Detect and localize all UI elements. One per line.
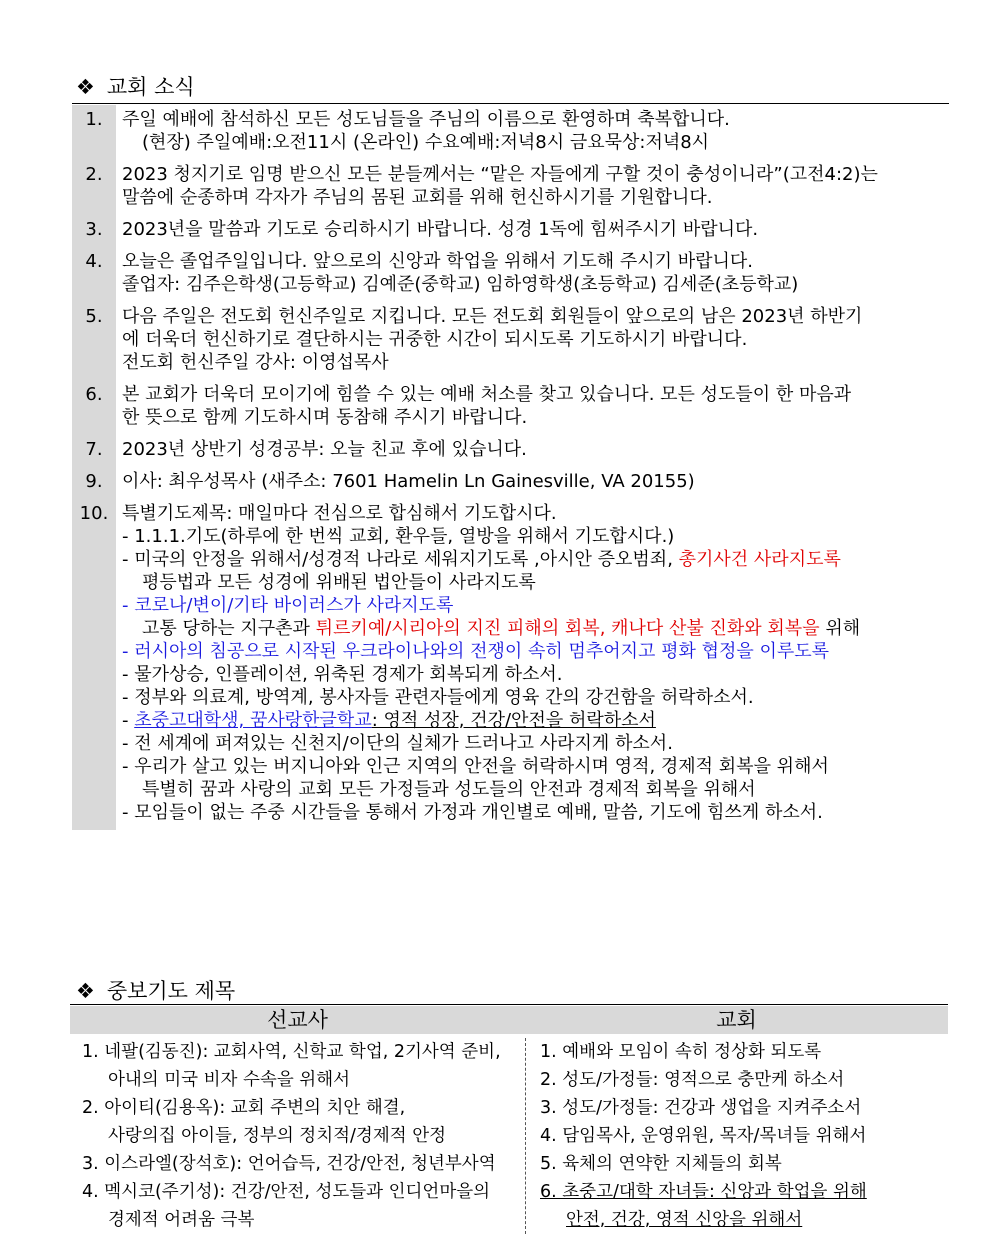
church-item: 4. 담임목사, 운영위원, 목자/목녀들 위해서 (540, 1126, 867, 1146)
missionary-item: 2. 아이티(김용옥): 교회 주변의 치안 해결, (82, 1098, 406, 1118)
news-item-line: 전도회 헌신주일 강사: 이영섭목사 (122, 352, 389, 373)
news-item-number: 3. (72, 215, 116, 247)
news-item-number: 1. (72, 105, 116, 160)
news-item-body (116, 160, 949, 215)
news-item-line: 주일 예배에 참석하신 모든 성도님들을 주님의 이름으로 환영하며 축복합니다. (122, 109, 730, 130)
news-item-number: 9. (72, 467, 116, 499)
church-item: 5. 육체의 연약한 지체들의 회복 (540, 1154, 782, 1174)
special-prayer-body (116, 499, 949, 830)
prayer-line: 특별히 꿈과 사랑의 교회 모든 가정들과 성도들의 안전과 경제적 회복을 위해서 (142, 779, 756, 800)
church-item: 3. 성도/가정들: 건강과 생업을 지켜주소서 (540, 1098, 862, 1118)
missionary-item-detail: 사랑의집 아이들, 정부의 정치적/경제적 안정 (108, 1126, 446, 1146)
news-item-line: 말씀에 순종하며 각자가 주님의 몸된 교회를 위해 헌신하시기를 기원합니다. (122, 187, 713, 208)
news-list (72, 105, 949, 830)
prayer-title-text: 중보기도 제목 (106, 979, 236, 1003)
news-title-rule (72, 103, 949, 104)
prayer-line (122, 709, 949, 732)
church-column (525, 1038, 948, 1234)
diamond-bullet-icon: ❖ (76, 75, 95, 99)
news-item-body (116, 380, 949, 435)
prayer-line: - 전 세계에 퍼져있는 신천지/이단의 실체가 드러나고 사라지게 하소서. (122, 733, 673, 754)
prayer-line: - 정부와 의료계, 방역계, 봉사자들 관련자들에게 영육 간의 강건함을 허락하소서. (122, 687, 754, 708)
missionary-item-detail: 경제적 어려움 극복 (108, 1210, 255, 1230)
news-item-line: 졸업자: 김주은학생(고등학교) 김예준(중학교) 임하영학생(초등학교) 김세준(초등학교) (122, 274, 799, 295)
missionary-item: 1. 네팔(김동진): 교회사역, 신학교 학업, 2기사역 준비, (82, 1042, 501, 1062)
news-item-special-prayer (72, 499, 949, 830)
news-item (72, 247, 949, 302)
prayer-line-text: 고통 당하는 지구촌과 (142, 618, 316, 639)
news-item-line: 2023년을 말씀과 기도로 승리하시기 바랍니다. 성경 1독에 힘써주시기 바랍니다. (122, 219, 759, 240)
news-item-line: 본 교회가 더욱더 모이기에 힘쓸 수 있는 예배 처소를 찾고 있습니다. 모든 성도들이 한 마음과 (122, 384, 852, 405)
prayer-line-text: : 영적 성장, 건강/안전을 허락하소서 (371, 710, 656, 731)
prayer-line (122, 617, 949, 640)
prayer-line: - 코로나/변이/기타 바이러스가 사라지도록 (122, 595, 454, 616)
news-item-body (116, 215, 949, 247)
news-item-body (116, 435, 949, 467)
prayer-line (122, 548, 949, 571)
news-item-line: 2023 청지기로 임명 받으신 모든 분들께서는 “맡은 자들에게 구할 것이 충성이니라”(고전4:2)는 (122, 164, 878, 185)
special-prayer-heading: 특별기도제목: 매일마다 전심으로 합심해서 기도합시다. (122, 503, 557, 524)
missionary-item: 4. 멕시코(주기성): 건강/안전, 성도들과 인디언마을의 (82, 1182, 491, 1202)
prayer-line: - 1.1.1.기도(하루에 한 번씩 교회, 환우들, 열방을 위해서 기도합시다.) (122, 526, 675, 547)
news-item-number: 5. (72, 302, 116, 380)
news-item-number: 6. (72, 380, 116, 435)
news-item-number: 7. (72, 435, 116, 467)
news-item (72, 160, 949, 215)
news-item-body (116, 467, 949, 499)
news-item-line: (현장) 주일예배:오전11시 (온라인) 수요예배:저녁8시 금요묵상:저녁8시 (142, 132, 710, 153)
church-item: 2. 성도/가정들: 영적으로 충만케 하소서 (540, 1070, 845, 1090)
news-item (72, 215, 949, 247)
church-column-header: 교회 (716, 1008, 757, 1032)
news-item-number: 2. (72, 160, 116, 215)
news-item-body (116, 247, 949, 302)
prayer-line-highlight: 총기사건 사라지도록 (678, 549, 841, 570)
church-item: 6. 초중고/대학 자녀들: 신앙과 학업을 위해 (540, 1182, 867, 1202)
missionary-column-header: 선교사 (267, 1008, 328, 1032)
news-item-line: 2023년 상반기 성경공부: 오늘 친교 후에 있습니다. (122, 439, 527, 460)
prayer-line-text: 위해 (819, 618, 861, 639)
news-item (72, 467, 949, 499)
missionary-item-detail: 아내의 미국 비자 수속을 위해서 (108, 1070, 351, 1090)
news-item-body (116, 105, 949, 160)
prayer-line: - 우리가 살고 있는 버지니아와 인근 지역의 안전을 허락하시며 영적, 경제적 회복을 위해서 (122, 756, 829, 777)
prayer-line-link: 초중고대학생, 꿈사랑한글학교 (134, 710, 372, 731)
news-item-body (116, 302, 949, 380)
news-item (72, 435, 949, 467)
news-item-line: 한 뜻으로 함께 기도하시며 동참해 주시기 바랍니다. (122, 407, 528, 428)
news-section-title (76, 74, 195, 100)
prayer-line: - 모임들이 없는 주중 시간들을 통해서 가정과 개인별로 예배, 말씀, 기도에 힘쓰게 하소서. (122, 802, 823, 823)
prayer-line-text: - 미국의 안정을 위해서/성경적 나라로 세워지기도록 ,아시안 증오범죄, (122, 549, 679, 570)
news-item (72, 302, 949, 380)
diamond-bullet-icon: ❖ (76, 979, 95, 1003)
prayer-table-body (70, 1038, 948, 1234)
prayer-line: - 물가상승, 인플레이션, 위축된 경제가 회복되게 하소서. (122, 664, 563, 685)
prayer-line: 평등법과 모든 성경에 위배된 법안들이 사라지도록 (142, 572, 536, 593)
prayer-section-title (76, 978, 235, 1004)
church-item-detail-text: 안전, 건강, 영적 신앙을 위해서 (566, 1210, 803, 1230)
church-item-detail (540, 1206, 948, 1234)
missionary-item: 3. 이스라엘(장석호): 언어습득, 건강/안전, 청년부사역 (82, 1154, 496, 1174)
news-item-line: 오늘은 졸업주일입니다. 앞으로의 신앙과 학업을 위해서 기도해 주시기 바랍니다. (122, 251, 754, 272)
news-item-number: 4. (72, 247, 116, 302)
news-item (72, 105, 949, 160)
prayer-title-rule (70, 1004, 948, 1005)
church-item: 1. 예배와 모임이 속히 정상화 되도록 (540, 1042, 822, 1062)
prayer-line: - 러시아의 침공으로 시작된 우크라이나와의 전쟁이 속히 멈추어지고 평화 협정을 이루도록 (122, 641, 830, 662)
news-title-text: 교회 소식 (106, 75, 195, 99)
news-item-line: 다음 주일은 전도회 헌신주일로 지킵니다. 모든 전도회 회원들이 앞으로의 남은 2023년 하반기 (122, 306, 863, 327)
news-item-line: 에 더욱더 헌신하기로 결단하시는 귀중한 시간이 되시도록 기도하시기 바랍니다. (122, 329, 748, 350)
news-item-number: 10. (72, 499, 116, 830)
missionary-column (70, 1038, 525, 1234)
news-item (72, 380, 949, 435)
prayer-table-header (70, 1006, 948, 1034)
news-item-line: 이사: 최우성목사 (새주소: 7601 Hamelin Ln Gainesville, VA 20155) (122, 471, 695, 492)
prayer-line-highlight: 튀르키예/시리아의 지진 피해의 회복, 캐나다 산불 진화와 회복을 (315, 618, 820, 639)
prayer-line-text: - (122, 710, 135, 731)
